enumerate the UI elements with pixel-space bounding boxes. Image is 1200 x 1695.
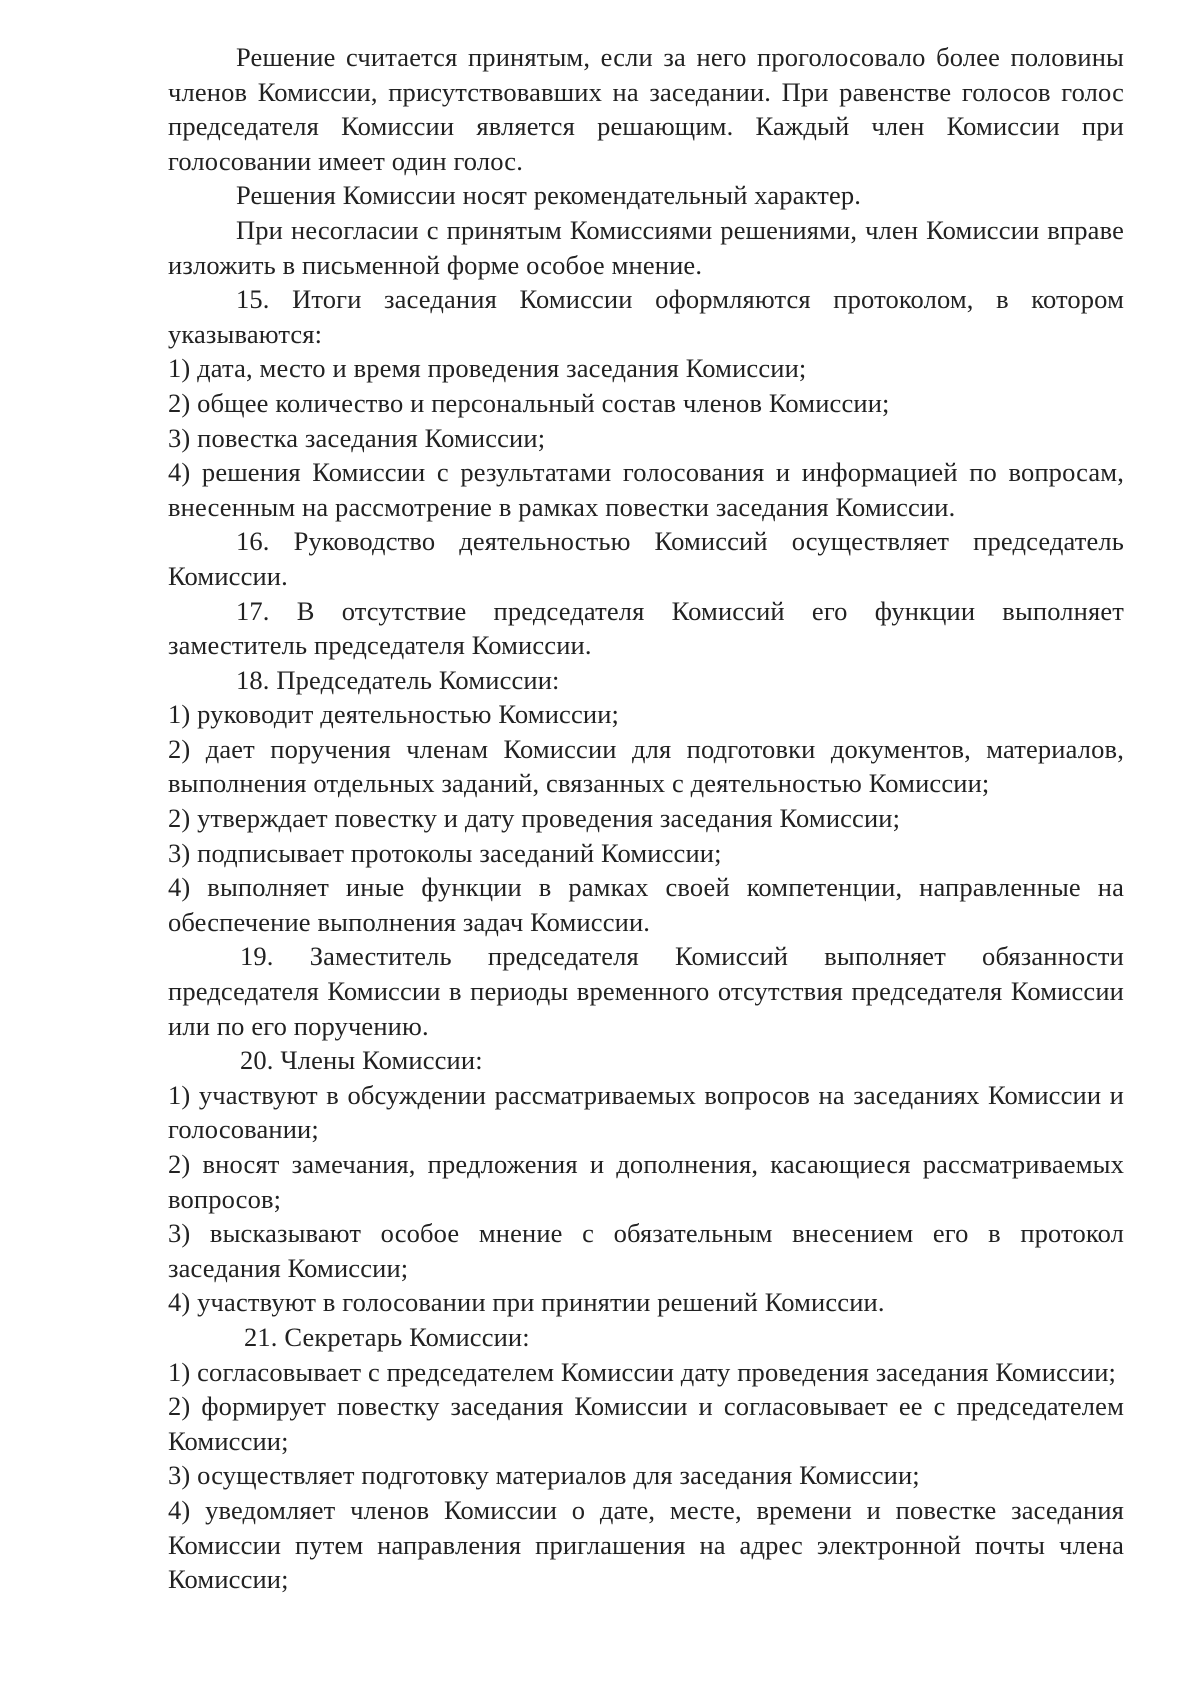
list-item-15-4: 4) решения Комиссии с результатами голосования и информацией по вопросам, внесенным на рассмотрение в рамках повестки заседания Комиссии. [168,457,1124,522]
list-item-21-1: 1) согласовывает с председателем Комиссии дату проведения заседания Комиссии; [168,1356,1117,1387]
document-page [168,40,1124,1597]
paragraph-item-20: 20. Члены Комиссии: [240,1045,483,1076]
list-item-20-1: 1) участвуют в обсуждении рассматриваемых вопросов на заседаниях Комиссии и голосовании; [168,1079,1124,1145]
list-item-15-3: 3) повестка заседания Комиссии; [168,422,546,453]
list-item-18-2: 2) дает поручения членам Комиссии для подготовки документов, материалов, выполнения отдельных заданий, связанных с деятельностью Комиссии; [168,733,1124,799]
paragraph-item-18: 18. Председатель Комиссии: [236,664,560,695]
paragraph-advisory-nature: Решения Комиссии носят рекомендательный характер. [236,180,862,211]
paragraph-item-21: 21. Секретарь Комиссии: [244,1321,530,1352]
paragraph-item-17: 17. В отсутствие председателя Комиссий его функции выполняет заместитель председателя Комиссии. [168,595,1124,661]
list-item-21-4: 4) уведомляет членов Комиссии о дате, месте, времени и повестке заседания Комиссии путем направления приглашения на адрес электронной почты члена Комиссии; [168,1494,1124,1595]
list-item-18-3: 3) подписывает протоколы заседаний Комиссии; [168,837,722,868]
list-item-15-1: 1) дата, место и время проведения заседания Комиссии; [168,353,807,384]
paragraph-item-16: 16. Руководство деятельностью Комиссий осуществляет председатель Комиссии. [168,526,1124,591]
list-item-20-3: 3) высказывают особое мнение с обязательным внесением его в протокол заседания Комиссии; [168,1218,1124,1283]
list-item-18-2b: 2) утверждает повестку и дату проведения заседания Комиссии; [168,803,901,834]
list-item-20-2: 2) вносят замечания, предложения и дополнения, касающиеся рассматриваемых вопросов; [168,1149,1124,1214]
list-item-15-2: 2) общее количество и персональный состав членов Комиссии; [168,387,890,418]
paragraph-item-19: 19. Заместитель председателя Комиссий выполняет обязанности председателя Комиссии в периоды временного отсутствия председателя Комиссии или по его поручению. [168,941,1124,1041]
list-item-20-4: 4) участвуют в голосовании при принятии решений Комиссии. [168,1287,885,1318]
list-item-21-3: 3) осуществляет подготовку материалов для заседания Комиссии; [168,1460,920,1491]
paragraph-dissent: При несогласии с принятым Комиссиями решениями, член Комиссии вправе изложить в письменной форме особое мнение. [168,214,1124,280]
paragraph-decision-adopted: Решение считается принятым, если за него проголосовало более половины членов Комиссии, присутствовавших на заседании. При равенстве голосов голос председателя Комиссии является решающим. Каждый член Комиссии при голосовании имеет один голос. [168,42,1124,176]
list-item-18-1: 1) руководит деятельностью Комиссии; [168,699,620,730]
list-item-18-4: 4) выполняет иные функции в рамках своей компетенции, направленные на обеспечение выполнения задач Комиссии. [168,872,1124,937]
list-item-21-2: 2) формирует повестку заседания Комиссии и согласовывает ее с председателем Комиссии; [168,1391,1124,1456]
paragraph-item-15: 15. Итоги заседания Комиссии оформляются протоколом, в котором указываются: [168,284,1124,349]
